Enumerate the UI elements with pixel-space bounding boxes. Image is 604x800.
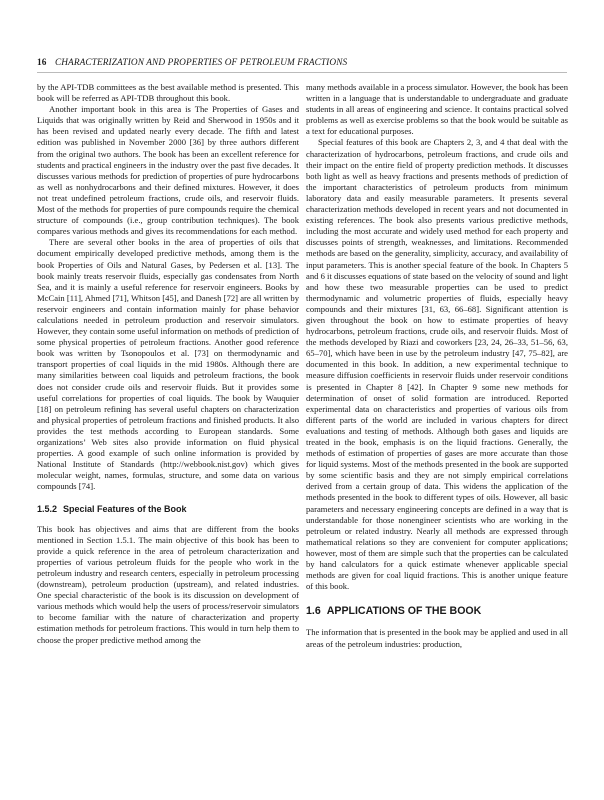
paragraph: by the API-TDB committees as the best available method is presented. This book will be referred as API-TDB throughout this book. xyxy=(37,82,299,104)
paragraph: This book has objectives and aims that are different from the books mentioned in Section 1.5.1. The main objective of this book has been to provide a quick reference in the area of petroleum characterization and properties of various petroleum fluids for the people who work in the petroleum industry and research centers, especially in petroleum processing (downstream), petroleum production (upstream), and related industries. One special characteristic of the book is its discussion on development of various methods which would help the users of process/reservoir simulators to become familiar with the nature of characterization and property estimation methods for petroleum fractions. This would in turn help them to choose the proper predictive method among the xyxy=(37,523,299,645)
left-column xyxy=(37,82,299,646)
paragraph: The information that is presented in the book may be applied and used in all areas of the petroleum industries: production, xyxy=(306,627,568,649)
running-header xyxy=(37,58,567,68)
paragraph: There are several other books in the area of properties of oils that document empirically developed predictive methods, among them is the book Properties of Oils and Natural Gases, by Pedersen et al. [13]. The book mainly treats reservoir fluids, especially gas condensates from North Sea, and it is mainly a useful reference for reservoir engineers. Books by McCain [11], Ahmed [71], Whitson [45], and Danesh [72] are all written by reservoir engineers and contain information mainly for phase behavior calculations needed in petroleum production and reservoir simulators. However, they contain some useful information on methods of prediction of some physical properties of petroleum fractions. Another good reference book was written by Tsonopoulos et al. [73] on thermodynamic and transport properties of coal liquids in the mid 1980s. Although there are many similarities between coal liquids and petroleum fractions, the book does not consider crude oils and reservoir fluids. But it provides some useful correlations for properties of coal liquids. The book by Wauquier [18] on petroleum refining has several useful chapters on characterization and physical properties of petroleum fractions and finished products. It also provides the test methods according to European standards. Some organizations’ Web sites also provide information on fluid physical properties. A good example of such online information is provided by National Institute of Standards (http://webbook.nist.gov) which gives molecular weight, names, formulas, structure, and some data on various compounds [74]. xyxy=(37,237,299,492)
paragraph: many methods available in a process simulator. However, the book has been written in a language that is understandable to undergraduate and graduate students in all areas of engineering and science. It contains practical solved problems as well as exercise problems so that the book would be suitable as a text for educational purposes. xyxy=(306,82,568,137)
paragraph: Special features of this book are Chapters 2, 3, and 4 that deal with the characterization of hydrocarbons, petroleum fractions, and crude oils and their impact on the entire field of property prediction methods. It discusses both light as well as heavy fractions and presents methods of prediction of the important characteristics of petroleum products from minimum laboratory data and easily measurable parameters. It presents several characterization methods developed in recent years and not documented in existing references. The book also presents various predictive methods, including the most accurate and widely used method for each property and discusses points of strength, weaknesses, and limitations. Recommended methods are based on the generality, simplicity, accuracy, and availability of input parameters. This is another special feature of the book. In Chapters 5 and 6 it discusses equations of state based on the velocity of sound and light and how these two measurable properties can be used to predict thermodynamic and volumetric properties of fluids, especially heavy compounds and their mixtures [31, 63, 66–68]. Significant attention is given throughout the book on how to estimate properties of heavy hydrocarbons, petroleum fractions, crude oils, and reservoir fluids. Most of the methods developed by Riazi and coworkers [23, 24, 26–33, 51–56, 63, 65–70], which have been in use by the petroleum industry [47, 75–82], are documented in this book. In addition, a new experimental technique to measure diffusion coefficients in reservoir fluids under reservoir conditions is presented in Chapter 8 [42]. In Chapter 9 some new methods for determination of onset of solid formation are introduced. Reported experimental data on characteristics and properties of various oils from different parts of the world are included in various chapters for direct evaluations and testing of methods. Although both gases and liquids are treated in the book, emphasis is on the liquid fractions. Generally, the methods of estimation of properties of gases are more accurate than those for liquid systems. Most of the methods presented in the book are supported by some scientific basis and they are not simply empirical correlations derived from a certain group of data. This widens the application of the methods presented in the book to different types of oils. However, all basic parameters and necessary engineering concepts are defined in a way that is understandable for those nonengineer scientists who are working in the petroleum or related industry. Nearly all methods are expressed through mathematical relations so they are convenient for computer applications; however, most of them are simple such that the properties can be calculated by hand calculators for a quick estimate whenever applicable special methods are given for coal liquid fractions. This is another unique feature of this book. xyxy=(306,137,569,592)
section-number: 1.6 xyxy=(306,605,321,618)
paragraph: Another important book in this area is The Properties of Gases and Liquids that was originally written by Reid and Sherwood in 1950s and it has been revised and updated nearly every decade. The fifth and latest edition was published in November 2000 [36] by three authors different from the original two authors. The book has been an excellent reference for students and practical engineers in the industry over the past five decades. It discusses various methods for prediction of properties of pure hydrocarbons as well as nonhydrocarbons and their defined mixtures. However, it does not treat undefined petroleum fractions, crude oils, and reservoir fluids. Most of the methods for properties of pure compounds require the chemical structure of compounds (i.e., group contribution techniques). The book compares various methods and gives its recommendations for each method. xyxy=(37,104,299,237)
page-number: 16 xyxy=(37,58,47,68)
section-heading-1-5-2 xyxy=(37,504,299,515)
section-title: APPLICATIONS OF THE BOOK xyxy=(326,605,482,618)
section-heading-1-6 xyxy=(306,606,568,617)
section-title: Special Features of the Book xyxy=(63,504,187,515)
right-column xyxy=(306,82,568,650)
section-number: 1.5.2 xyxy=(37,504,58,515)
running-title: CHARACTERIZATION AND PROPERTIES OF PETROLEUM FRACTIONS xyxy=(54,58,348,68)
header-rule xyxy=(37,72,567,73)
